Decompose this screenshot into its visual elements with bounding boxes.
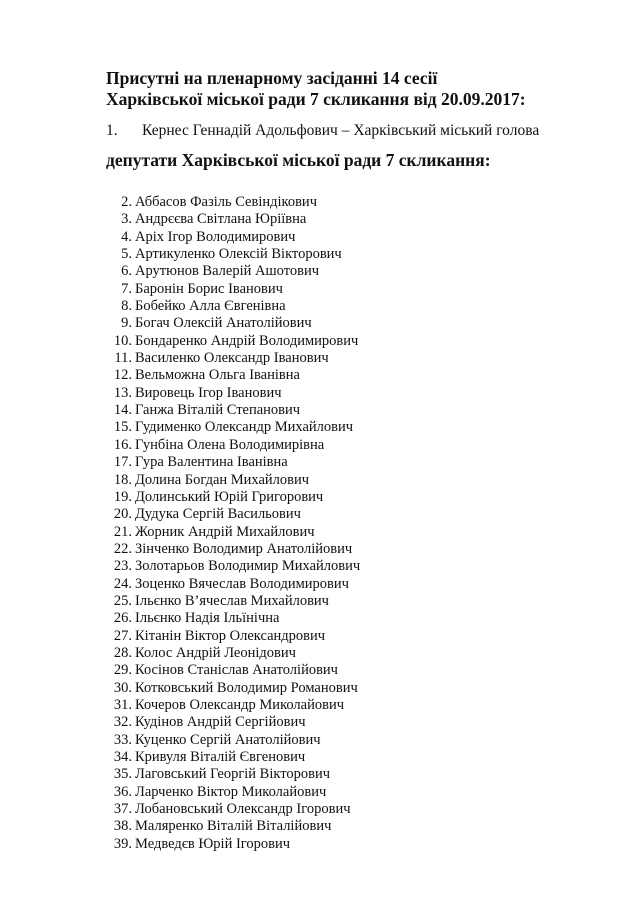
list-item-name: Жорник Андрій Михайлович [135, 523, 315, 540]
list-item-name: Баронін Борис Іванович [135, 280, 283, 297]
list-item-name: Кочеров Олександр Миколайович [135, 696, 345, 713]
list-item [106, 384, 282, 402]
list-item [106, 801, 351, 818]
list-item-number: 5. [121, 246, 132, 263]
list-item [106, 835, 291, 853]
list-item [106, 246, 342, 263]
list-item-number: 18. [113, 471, 132, 488]
list-item-number: 12. [113, 367, 132, 384]
list-item-name: Аріх Ігор Володимирович [135, 228, 296, 245]
list-item [106, 350, 329, 367]
list-item-number: 4. [121, 228, 132, 245]
list-item-number: 29. [113, 662, 132, 679]
list-item-name: Зінченко Володимир Анатолійович [135, 540, 353, 557]
list-item [106, 662, 338, 679]
list-item [106, 575, 349, 593]
list-item-name: Лаговський Георгій Вікторович [135, 766, 331, 783]
list-item-number: 28. [113, 644, 132, 661]
list-item-number: 3. [121, 211, 132, 228]
list-item-number: 8. [121, 298, 132, 315]
list-item-name: Котковський Володимир Романович [135, 679, 358, 696]
list-item-name: Гудименко Олександр Михайлович [135, 419, 354, 436]
list-item [106, 280, 283, 298]
list-item-number: 37. [113, 801, 132, 818]
list-item-name: Кітанін Віктор Олександрович [135, 627, 326, 644]
mayor-number: 1. [106, 122, 118, 139]
list-item [106, 315, 312, 332]
list-item-number: 20. [113, 506, 132, 523]
list-item-name: Долина Богдан Михайлович [135, 471, 310, 488]
list-item-number: 33. [113, 731, 132, 748]
list-item [106, 194, 317, 211]
list-item [106, 332, 359, 350]
list-item [106, 298, 286, 315]
list-item-number: 6. [121, 263, 132, 280]
list-item [106, 558, 361, 575]
list-item [106, 506, 301, 523]
list-item [106, 367, 300, 384]
list-item-number: 7. [121, 280, 132, 297]
list-item-name: Бобейко Алла Євгенівна [135, 298, 286, 315]
list-item [106, 818, 332, 835]
list-item-number: 35. [113, 766, 132, 783]
list-item-name: Золотарьов Володимир Михайлович [135, 558, 361, 575]
list-item-number: 10. [113, 332, 132, 349]
list-item [106, 714, 306, 731]
list-item-number: 22. [113, 540, 132, 557]
list-item [106, 766, 331, 783]
list-item [106, 436, 325, 454]
list-item-number: 31. [113, 696, 132, 713]
list-item [106, 454, 288, 471]
list-item-number: 13. [113, 384, 132, 401]
list-item [106, 644, 296, 662]
deputies-list [106, 194, 361, 853]
list-item [106, 749, 306, 766]
list-item-number: 39. [113, 835, 132, 852]
list-item-number: 24. [113, 575, 132, 592]
list-item-name: Аббасов Фазіль Севіндікович [135, 194, 317, 210]
list-item-number: 38. [113, 818, 132, 835]
list-item-name: Богач Олексій Анатолійович [135, 315, 312, 332]
list-item-name: Ільєнко В’ячеслав Михайлович [135, 592, 329, 609]
list-item-number: 34. [113, 749, 132, 765]
list-item-name: Вировець Ігор Іванович [135, 384, 282, 401]
list-item-number: 26. [113, 610, 132, 627]
list-item-number: 2. [121, 194, 132, 210]
list-item-number: 16. [113, 436, 132, 453]
list-item-name: Лобановський Олександр Ігорович [135, 801, 351, 818]
list-item [106, 488, 324, 506]
list-item [106, 731, 321, 749]
list-item [106, 783, 327, 801]
list-item-number: 23. [113, 558, 132, 575]
list-item [106, 696, 345, 714]
list-item-name: Вельможна Ольга Іванівна [135, 367, 300, 384]
list-item [106, 419, 354, 436]
list-item-number: 36. [113, 783, 132, 800]
list-item-name: Василенко Олександр Іванович [135, 350, 329, 367]
list-item-number: 14. [113, 402, 132, 419]
list-item [106, 471, 310, 489]
list-item [106, 540, 353, 558]
list-item [106, 627, 326, 645]
list-item-name: Колос Андрій Леонідович [135, 644, 296, 661]
list-item [106, 402, 301, 419]
list-item-name: Кривуля Віталій Євгенович [135, 749, 306, 765]
list-item-name: Артикуленко Олексій Вікторович [135, 246, 342, 263]
list-item-number: 17. [113, 454, 132, 471]
list-item [106, 592, 329, 610]
deputies-subheading: депутати Харківської міської ради 7 скликання: [106, 150, 491, 170]
list-item-name: Ларченко Віктор Миколайович [135, 783, 327, 800]
heading-line-1: Присутні на пленарному засіданні 14 сесії [106, 68, 438, 88]
list-item-number: 11. [114, 350, 132, 367]
mayor-text: Кернес Геннадій Адольфович – Харківський міський голова [142, 122, 540, 139]
list-item-name: Андрєєва Світлана Юріївна [135, 211, 307, 228]
document-heading [106, 68, 526, 110]
list-item-number: 9. [121, 315, 132, 332]
list-item-name: Ганжа Віталій Степанович [135, 402, 301, 419]
list-item [106, 523, 315, 541]
list-item-name: Куценко Сергій Анатолійович [135, 731, 321, 748]
list-item-name: Зоценко Вячеслав Володимирович [135, 575, 349, 592]
list-item-name: Дудука Сергій Васильович [135, 506, 301, 523]
list-item [106, 263, 319, 280]
list-item-name: Маляренко Віталій Віталійович [135, 818, 332, 835]
list-item-name: Гура Валентина Іванівна [135, 454, 288, 471]
list-item-name: Арутюнов Валерій Ашотович [135, 263, 319, 280]
list-item-number: 19. [113, 488, 132, 505]
list-item [106, 679, 358, 697]
list-item-name: Кудінов Андрій Сергійович [135, 714, 306, 731]
list-item-name: Ільєнко Надія Ільїнічна [135, 610, 280, 627]
list-item-number: 15. [113, 419, 132, 436]
list-item-number: 21. [113, 523, 132, 540]
list-item-name: Долинський Юрій Григорович [135, 488, 324, 505]
list-item-number: 30. [113, 679, 132, 696]
list-item [106, 211, 307, 228]
heading-line-2: Харківської міської ради 7 скликання від 20.09.2017: [106, 89, 526, 109]
list-item-number: 25. [113, 592, 132, 609]
list-item [106, 610, 280, 627]
list-item-name: Гунбіна Олена Володимирівна [135, 436, 325, 453]
list-item-number: 32. [113, 714, 132, 731]
list-item-number: 27. [113, 627, 132, 644]
list-item-name: Медведєв Юрій Ігорович [135, 835, 291, 852]
list-item [106, 228, 296, 246]
list-item-name: Бондаренко Андрій Володимирович [135, 332, 359, 349]
list-item-name: Косінов Станіслав Анатолійович [135, 662, 338, 679]
